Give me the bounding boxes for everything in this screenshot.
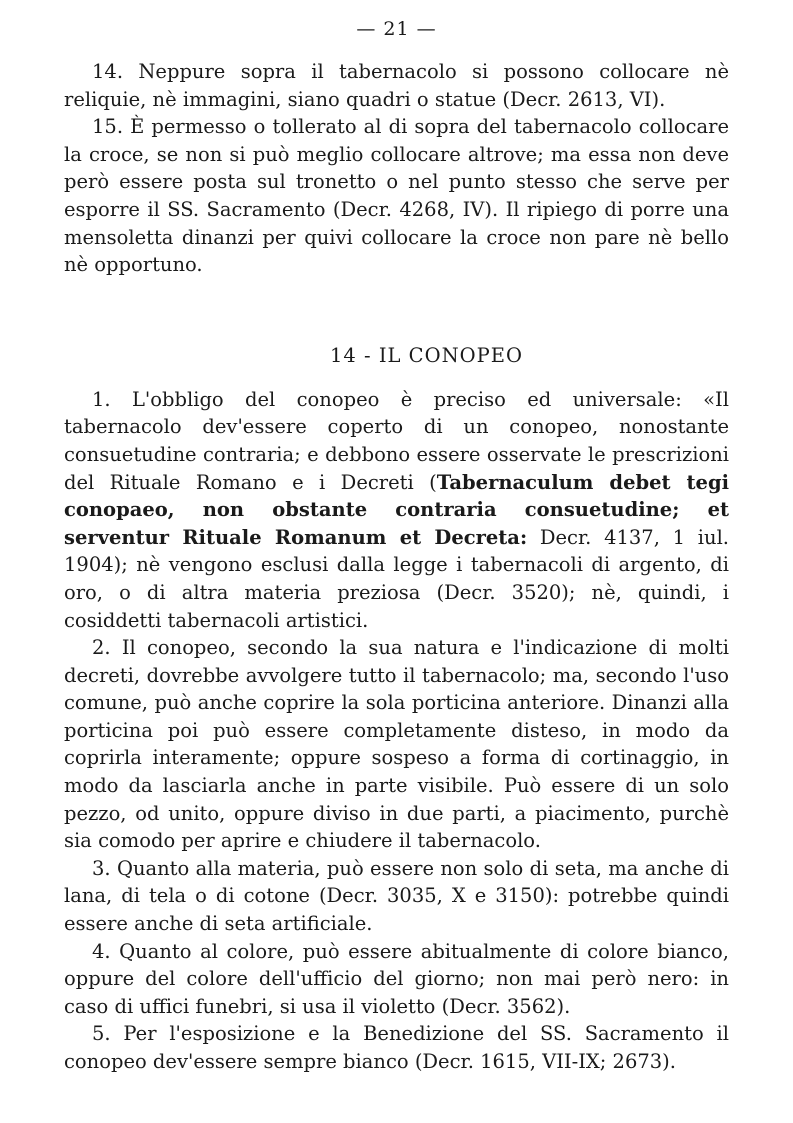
paragraph-3: 3. Quanto alla materia, può essere non solo di seta, ma anche di lana, di tela o di cotone (Decr. 3035, X e 3150): potrebbe quindi essere anche di seta artificiale. xyxy=(64,856,729,936)
paragraph-1 xyxy=(64,386,729,634)
paragraph-14: 14. Neppure sopra il tabernacolo si possono collocare nè reliquie, nè immagini, siano quadri o statue (Decr. 2613, VI). xyxy=(64,60,729,111)
section-title: 14 - IL CONOPEO xyxy=(330,343,523,367)
paragraph-15: 15. È permesso o tollerato al di sopra del tabernacolo collocare la croce, se non si può meglio collocare altrove; ma essa non deve però essere posta sul tronetto o nel punto stesso che serve per esporre il SS. Sacramento (Decr. 4268, IV). Il ripiego di porre una mensoletta dinanzi per quivi collocare la croce non pare nè bello nè opportuno. xyxy=(64,115,729,277)
paragraph-1-text-start: 1. L'obbligo del conopeo è preciso ed universale: «Il tabernacolo dev'essere coperto di un conopeo, nonostante consuetudine contraria; e debbono essere osservate le prescrizioni del Rituale Romano e i Decreti ( xyxy=(64,387,729,494)
paragraph-5: 5. Per l'esposizione e la Benedizione del SS. Sacramento il conopeo dev'essere sempre bianco (Decr. 1615, VII-IX; 2673). xyxy=(64,1022,729,1073)
page-number: — 21 — xyxy=(356,18,437,40)
paragraph-1-text-end: Decr. 4137, 1 iul. 1904); nè vengono esclusi dalla legge i tabernacoli di argento, di oro, o di altra materia preziosa (Decr. 3520); nè, quindi, i cosiddetti tabernacoli artistici. xyxy=(64,525,730,632)
paragraph-2: 2. Il conopeo, secondo la sua natura e l'indicazione di molti decreti, dovrebbe avvolgere tutto il tabernacolo; ma, secondo l'uso comune, può anche coprire la sola porticina anteriore. Dinanzi alla porticina poi può essere completamente disteso, in modo da coprirla interamente; oppure sospeso a forma di cortinaggio, in modo da lasciarla anche in parte visibile. Può essere di un solo pezzo, od unito, oppure diviso in due parti, a piacimento, purchè sia comodo per aprire e chiudere il tabernacolo. xyxy=(64,636,729,853)
paragraph-4: 4. Quanto al colore, può essere abitualmente di colore bianco, oppure del colore dell'ufficio del giorno; non mai però nero: in caso di uffici funebri, si usa il violetto (Decr. 3562). xyxy=(64,939,729,1018)
paragraph-1-latin-quote: Tabernaculum debet tegi conopaeo, non obstante contraria consuetudine; et serventur Rituale Romanum et Decreta: xyxy=(64,470,729,549)
page xyxy=(64,18,729,1076)
